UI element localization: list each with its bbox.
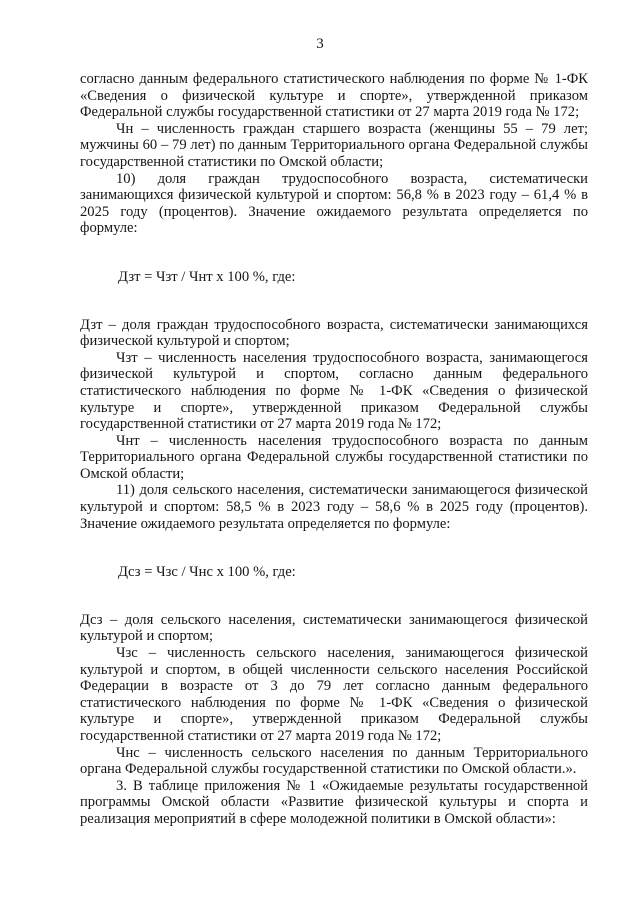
paragraph-dsz-definition: Дсз – доля сельского населения, систематически занимающегося физической культурой и спортом; [80, 611, 588, 645]
paragraph-dzt-definition: Дзт – доля граждан трудоспособного возраста, систематически занимающихся физической культурой и спортом; [80, 316, 588, 350]
paragraph-chn-definition: Чн – численность граждан старшего возраста (женщины 55 – 79 лет; мужчины 60 – 79 лет) по данным Территориального органа Федеральной службы государственной статистики по Омской области; [80, 120, 588, 170]
paragraph-item-11: 11) доля сельского населения, систематически занимающегося физической культурой и спортом: 58,5 % в 2023 году – 58,6 % в 2025 году (процентов). Значение ожидаемого результата определяется по формуле: [80, 482, 588, 532]
page-number: 3 [316, 36, 324, 52]
formula-dzt: Дзт = Чзт / Чнт х 100 %, где: [118, 268, 296, 285]
document-body [80, 71, 588, 828]
paragraph-chnt-definition: Чнт – численность населения трудоспособного возраста по данным Территориального органа Федеральной службы государственной статистики по Омской области; [80, 432, 588, 482]
paragraph-item-10: 10) доля граждан трудоспособного возраста, систематически занимающихся физической культурой и спортом: 56,8 % в 2023 году – 61,4 % в 2025 году (процентов). Значение ожидаемого результата определяется по формуле: [80, 170, 588, 237]
formula-dsz: Дсз = Чзс / Чнс х 100 %, где: [118, 564, 296, 581]
paragraph-continuation: согласно данным федерального статистического наблюдения по форме № 1-ФК «Сведения о физической культуре и спорте», утвержденной приказом Федеральной службы государственной статистики от 27 марта 2019 года № 172; [80, 71, 588, 121]
paragraph-chzs-definition: Чзс – численность сельского населения, занимающегося физической культурой и спортом, в общей численности сельского населения Российской Федерации в возрасте от 3 до 79 лет согласно данным федерального статистического наблюдения по форме № 1-ФК «Сведения о физической культуре и спорте», утвержденной приказом Федеральной службы государственной статистики от 27 марта 2019 года № 172; [80, 645, 588, 744]
paragraph-chzt-definition: Чзт – численность населения трудоспособного возраста, занимающегося физической культурой и спортом, согласно данным федерального статистического наблюдения по форме № 1-ФК «Сведения о физической культуре и спорте», утвержденной приказом Федеральной службы государственной статистики от 27 марта 2019 года № 172; [80, 349, 588, 433]
paragraph-chns-definition: Чнс – численность сельского населения по данным Территориального органа Федеральной службы государственной статистики по Омской области.». [80, 744, 588, 778]
paragraph-item-3: 3. В таблице приложения № 1 «Ожидаемые результаты государственной программы Омской области «Развитие физической культуры и спорта и реализация мероприятий в сфере молодежной политики в Омской области»: [80, 777, 588, 827]
